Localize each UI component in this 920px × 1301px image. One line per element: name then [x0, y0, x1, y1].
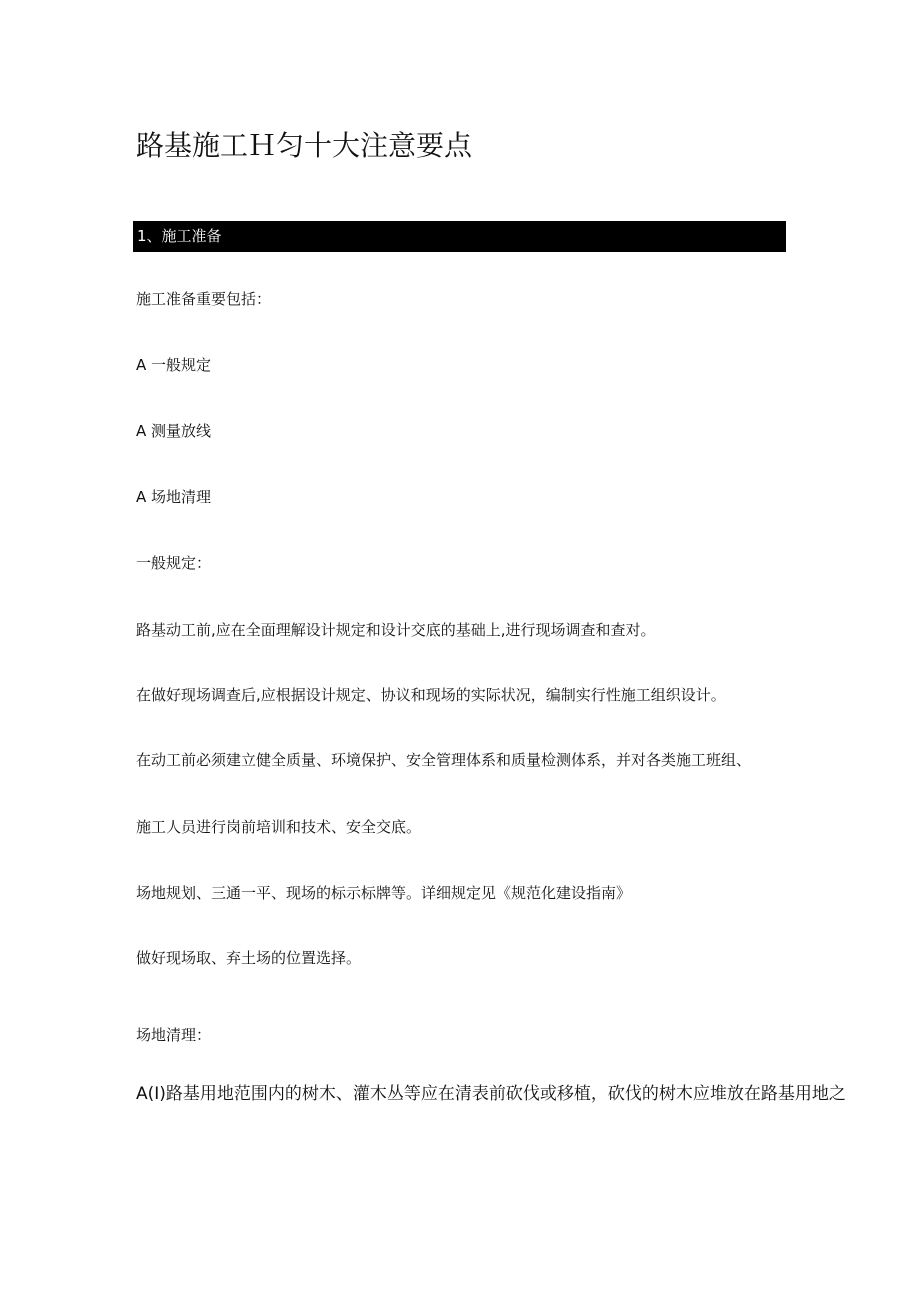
body-paragraph: 在做好现场调查后,应根据设计规定、协议和现场的实际状况，编制实行性施工组织设计。 [136, 686, 726, 704]
page-title: 路基施工Ｈ匀十大注意要点 [136, 129, 473, 162]
body-paragraph: 路基动工前,应在全面理解设计规定和设计交底的基础上,进行现场调查和查对。 [136, 621, 656, 639]
body-paragraph: 施工人员进行岗前培训和技术、安全交底。 [136, 818, 422, 836]
list-item-site-clearing: A 场地清理 [136, 488, 212, 506]
intro-paragraph: 施工准备重要包括： [136, 290, 272, 308]
body-paragraph: 在动工前必须建立健全质量、环境保护、安全管理体系和质量检测体系，并对各类施工班组、 [136, 751, 752, 769]
list-item-general-rules: A 一般规定 [136, 356, 212, 374]
body-paragraph: 做好现场取、弃土场的位置选择。 [136, 949, 362, 967]
body-paragraph: 场地规划、三通一平、现场的标示标牌等。详细规定见《规范化建设指南》 [136, 884, 632, 902]
subheading-general-rules: 一般规定： [136, 554, 212, 572]
list-item-survey-layout: A 测量放线 [136, 422, 212, 440]
subheading-site-clearing: 场地清理： [136, 1026, 212, 1044]
section-heading-label: 1、施工准备 [137, 227, 222, 245]
body-paragraph: A(I)路基用地范围内的树木、灌木丛等应在清表前砍伐或移植，砍伐的树木应堆放在路基用地之 [136, 1084, 846, 1104]
section-heading-bar [133, 221, 786, 252]
